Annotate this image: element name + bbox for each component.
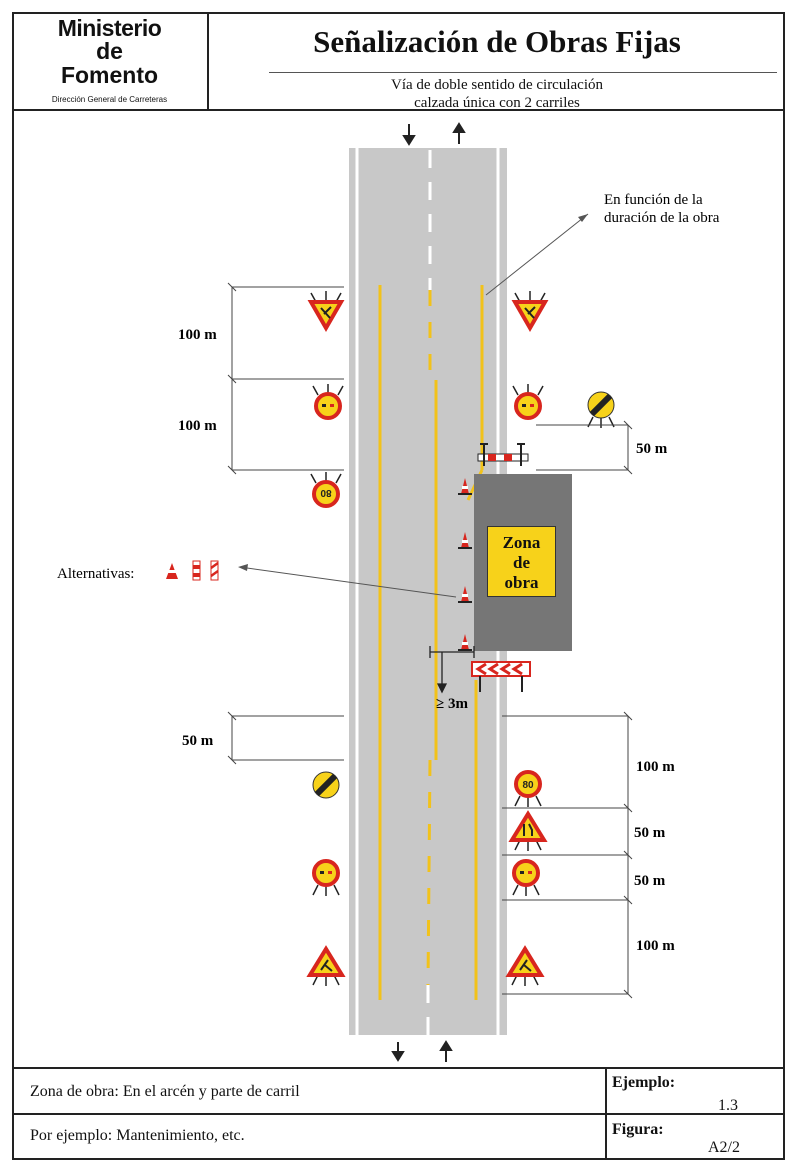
footer-mid-rule <box>12 1113 785 1115</box>
alternatives-label: Alternativas: <box>57 566 135 582</box>
right-dim-4: 50 m <box>634 873 666 889</box>
figura-label: Figura: <box>612 1121 664 1138</box>
alternative-cone <box>166 563 178 579</box>
right-dim-1: 50 m <box>636 441 668 457</box>
right-sign-works-lower <box>509 949 541 986</box>
right-sign-works-triangle <box>515 291 545 328</box>
ejemplo-label: Ejemplo: <box>612 1074 676 1091</box>
right-sign-end-restrictions <box>588 392 614 428</box>
org-line-1: Ministerio <box>57 15 162 41</box>
alternative-bollard <box>193 561 200 580</box>
right-sign-no-overtaking <box>513 384 543 418</box>
org-line-2: de <box>96 38 123 64</box>
left-sign-no-overtaking <box>313 384 343 418</box>
alternative-panel <box>211 561 218 580</box>
left-sign-works-triangle <box>311 291 341 328</box>
subtitle-line-2: calzada única con 2 carriles <box>414 95 580 111</box>
org-subtitle: Dirección General de Carreteras <box>51 95 168 104</box>
right-dim-2: 100 m <box>636 759 675 775</box>
footer-example-text: Por ejemplo: Mantenimiento, etc. <box>30 1127 245 1144</box>
alternatives-arrowhead <box>238 564 248 571</box>
arrow-up-top <box>454 124 464 144</box>
work-zone-line-3: obra <box>504 573 539 592</box>
speed-80-upper-text: 80 <box>320 487 332 498</box>
arrow-down-top <box>404 124 414 144</box>
ejemplo-value: 1.3 <box>718 1097 738 1114</box>
left-dimension-guides <box>228 283 344 764</box>
left-sign-no-overtaking-lower <box>313 861 339 896</box>
callout-line-2: duración de la obra <box>604 210 720 226</box>
right-dim-3: 50 m <box>634 825 666 841</box>
arrow-down-bottom <box>393 1042 403 1060</box>
page-title: Señalización de Obras Fijas <box>313 24 681 59</box>
subtitle-line-1: Vía de doble sentido de circulación <box>390 77 603 93</box>
work-zone-label <box>487 526 556 597</box>
left-sign-works-lower <box>310 949 342 986</box>
work-zone-line-2: de <box>513 553 530 572</box>
footer-zone-text: Zona de obra: En el arcén y parte de carril <box>30 1083 300 1100</box>
work-zone-line-1: Zona <box>502 533 541 552</box>
footer-top-rule <box>12 1067 785 1069</box>
left-dim-3: 50 m <box>182 733 214 749</box>
speed-80-lower-text: 80 <box>522 780 534 791</box>
left-dim-1: 100 m <box>178 327 217 343</box>
left-sign-end-restrictions <box>313 772 339 798</box>
footer-divider <box>605 1067 607 1160</box>
left-dim-2: 100 m <box>178 418 217 434</box>
right-dim-5: 100 m <box>636 938 675 954</box>
figura-value: A2/2 <box>708 1139 740 1156</box>
arrow-up-bottom <box>441 1042 451 1062</box>
org-line-3: Fomento <box>60 62 159 88</box>
distance-min-label: ≥ 3m <box>436 696 468 712</box>
right-sign-no-overtaking-lower <box>513 861 539 896</box>
callout-line-1: En función de la <box>604 192 703 208</box>
right-sign-narrowing <box>512 814 544 851</box>
